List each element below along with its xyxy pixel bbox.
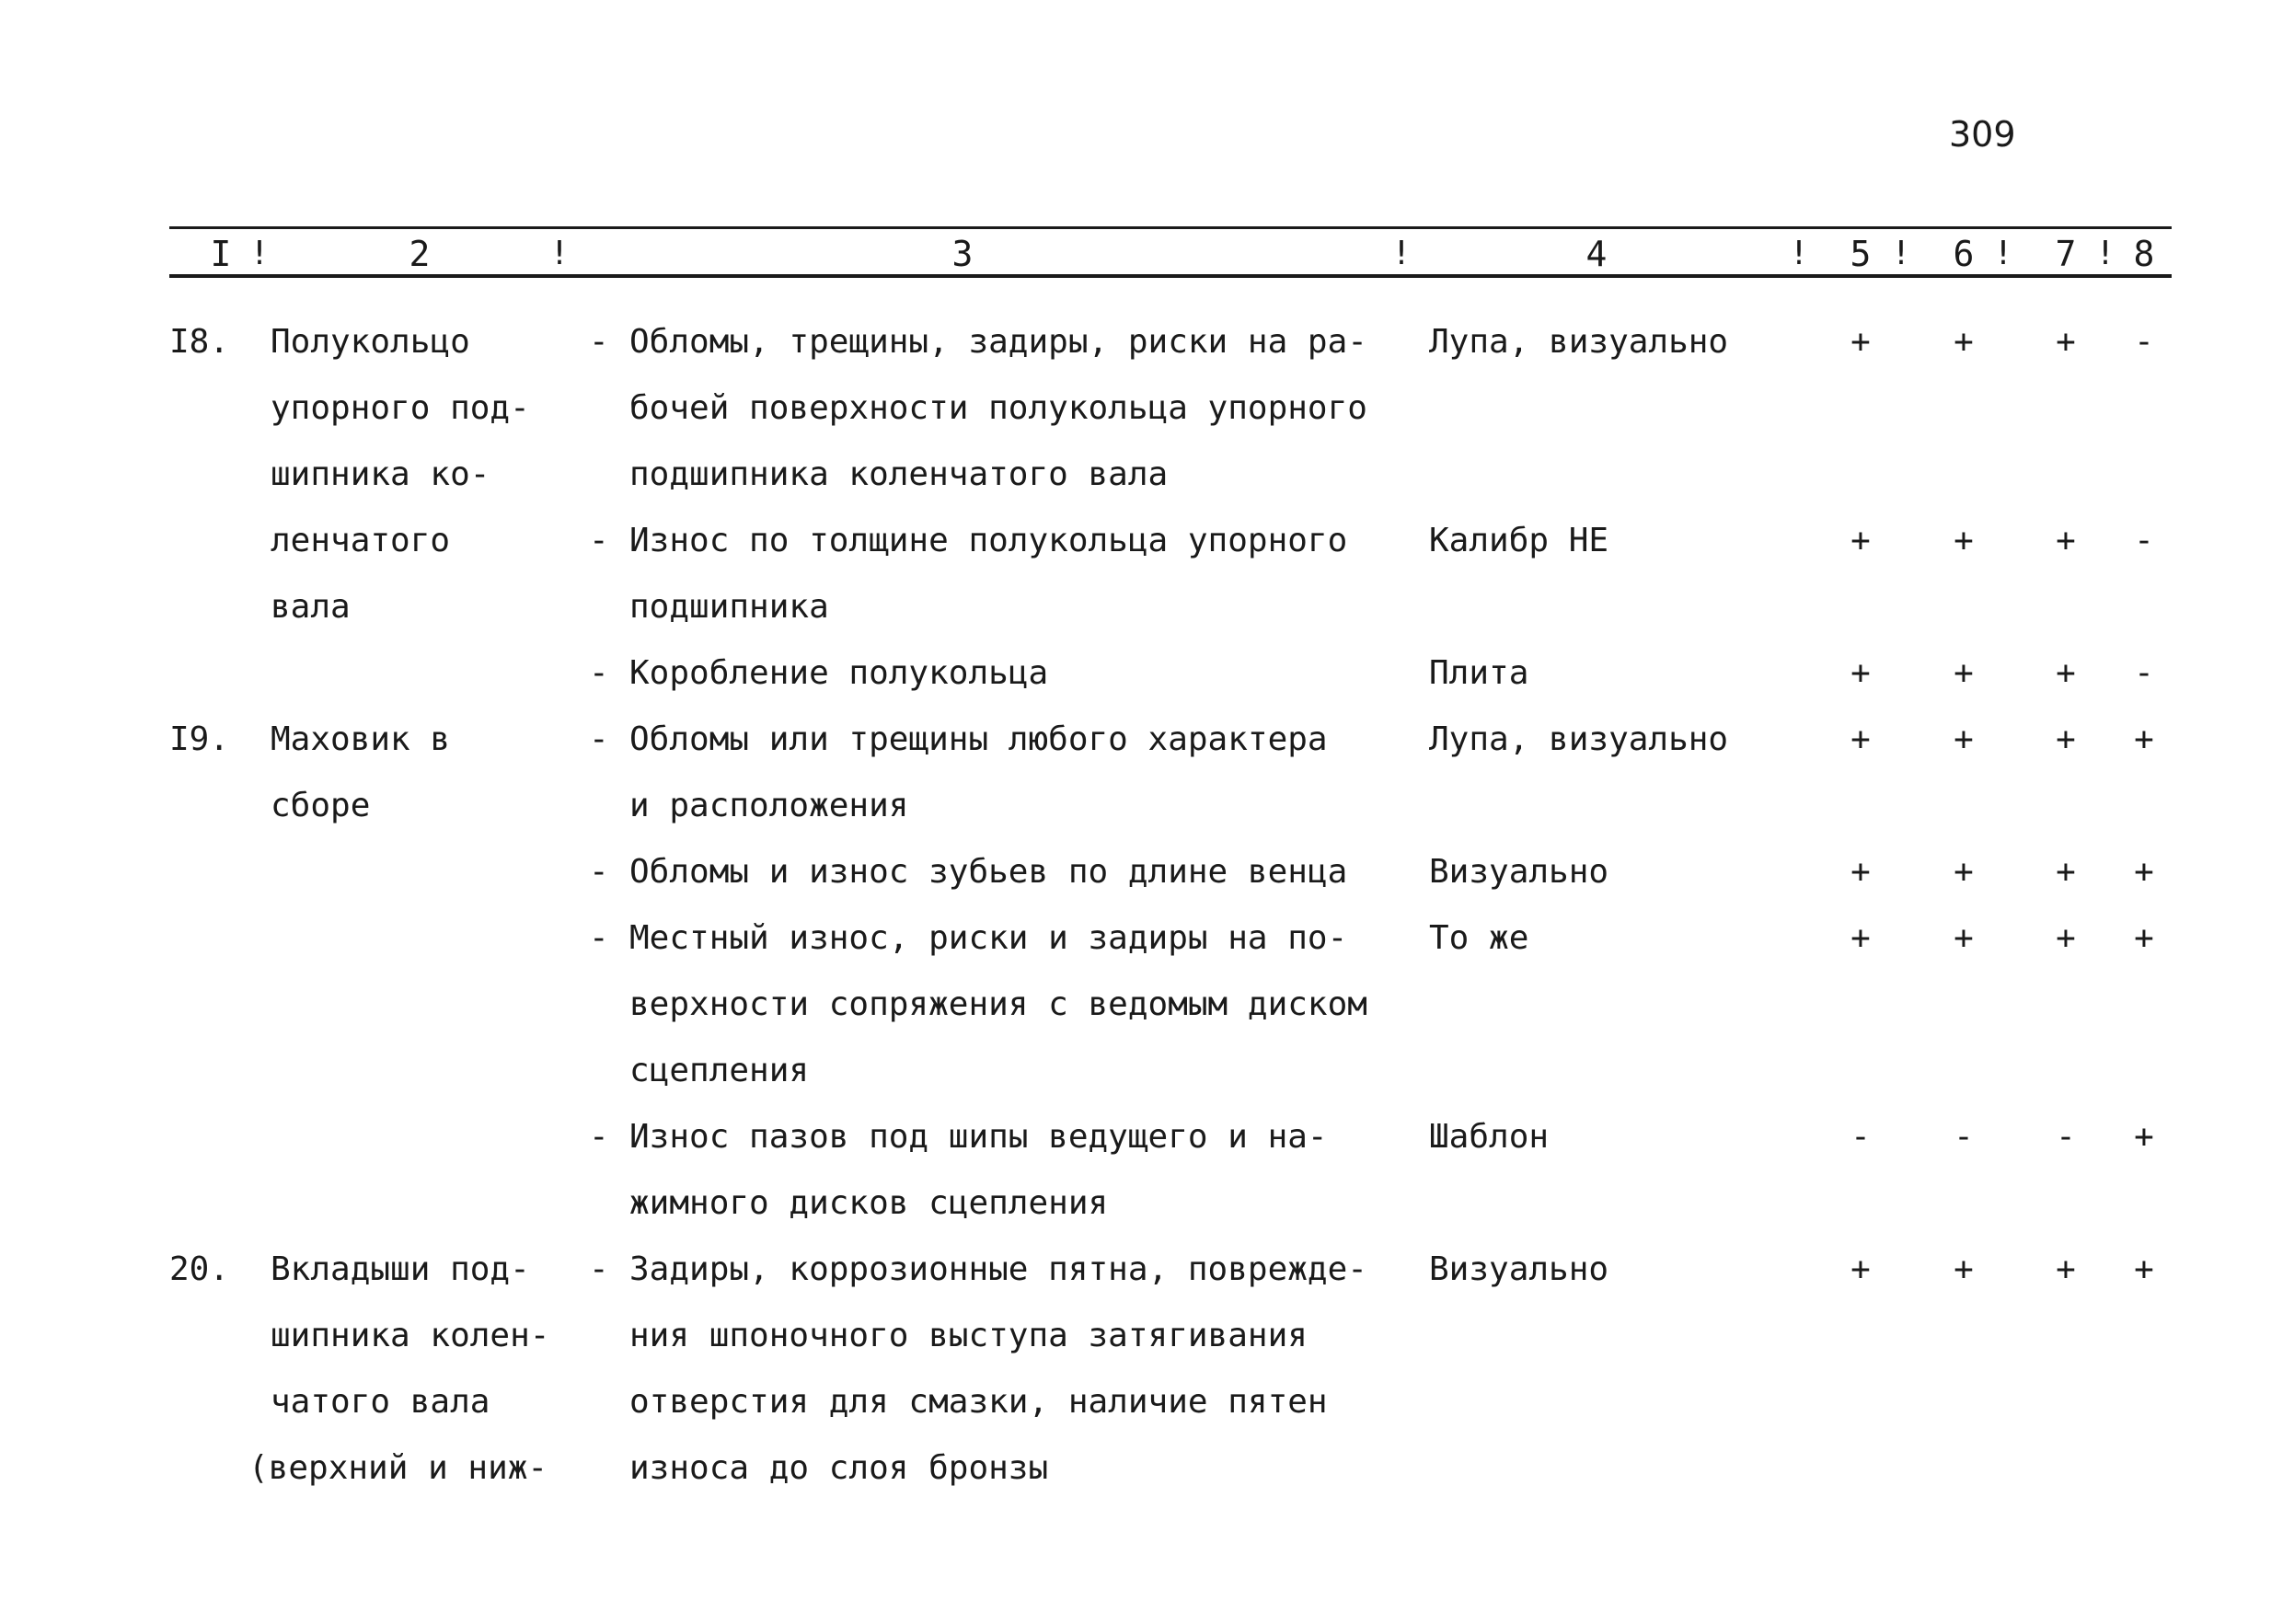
part-name-line: ленчатого (271, 522, 451, 559)
inspection-tool: Калибр НЕ (1429, 522, 1609, 559)
defect-line: жимного дисков сцепления (629, 1184, 1109, 1222)
mark-col-8: - (2134, 323, 2154, 361)
mark-col-6: + (1954, 522, 1974, 559)
mark-col-6: + (1954, 323, 1974, 361)
defect-line: Задиры, коррозионные пятна, поврежде- (629, 1250, 1367, 1288)
mark-col-7: + (2056, 853, 2076, 891)
defect-line: подшипника коленчатого вала (629, 455, 1169, 493)
mark-col-7: + (2056, 323, 2076, 361)
entry-number: 20. (169, 1250, 230, 1288)
header-col-7: 7 (2055, 234, 2077, 274)
mark-col-5: - (1850, 1118, 1871, 1156)
defect-line: износа до слоя бронзы (629, 1449, 1049, 1487)
defect-dash: - (589, 853, 609, 891)
defect-line: верхности сопряжения с ведомым диском (629, 985, 1367, 1023)
part-name-line: Маховик в (271, 720, 451, 758)
inspection-tool: То же (1429, 919, 1529, 957)
defect-dash: - (589, 919, 609, 957)
mark-col-8: + (2134, 720, 2154, 758)
part-name-line: чатого вала (271, 1383, 490, 1421)
mark-col-5: + (1850, 1250, 1871, 1288)
defect-line: Обломы и износ зубьев по длине венца (629, 853, 1348, 891)
header-separator: ! (249, 235, 270, 272)
defect-line: ния шпоночного выступа затягивания (629, 1317, 1308, 1354)
header-col-5: 5 (1850, 234, 1872, 274)
header-separator: ! (2095, 235, 2115, 272)
header-separator: ! (1891, 235, 1911, 272)
inspection-tool: Визуально (1429, 1250, 1609, 1288)
inspection-tool: Лупа, визуально (1429, 323, 1729, 361)
mark-col-8: + (2134, 1118, 2154, 1156)
part-name-line: вала (271, 588, 351, 626)
inspection-tool: Шаблон (1429, 1118, 1550, 1156)
defect-line: подшипника (629, 588, 829, 626)
defect-line: Обломы или трещины любого характера (629, 720, 1328, 758)
part-name-line: шипника колен- (271, 1317, 550, 1354)
inspection-tool: Лупа, визуально (1429, 720, 1729, 758)
mark-col-8: + (2134, 919, 2154, 957)
part-name-line: (верхний и ниж- (248, 1449, 548, 1487)
mark-col-6: + (1954, 654, 1974, 692)
header-col-4: 4 (1585, 234, 1608, 274)
mark-col-6: + (1954, 1250, 1974, 1288)
defect-line: и расположения (629, 787, 909, 824)
mark-col-8: - (2134, 522, 2154, 559)
mark-col-8: + (2134, 1250, 2154, 1288)
mark-col-7: + (2056, 654, 2076, 692)
defect-line: Износ пазов под шипы ведущего и на- (629, 1118, 1328, 1156)
defect-dash: - (589, 720, 609, 758)
mark-col-5: + (1850, 919, 1871, 957)
table-header-top-rule (169, 226, 2172, 229)
part-name-line: сборе (271, 787, 371, 824)
mark-col-6: + (1954, 853, 1974, 891)
inspection-tool: Плита (1429, 654, 1529, 692)
header-col-6: 6 (1953, 234, 1975, 274)
header-col-3: 3 (951, 234, 974, 274)
header-col-1: I (210, 234, 232, 274)
defect-line: отверстия для смазки, наличие пятен (629, 1383, 1328, 1421)
defect-line: сцепления (629, 1052, 810, 1089)
mark-col-5: + (1850, 323, 1871, 361)
defect-dash: - (589, 1118, 609, 1156)
part-name-line: Вкладыши под- (271, 1250, 530, 1288)
page-number: 309 (1949, 114, 2016, 155)
mark-col-7: + (2056, 1250, 2076, 1288)
defect-line: Износ по толщине полукольца упорного (629, 522, 1348, 559)
mark-col-7: + (2056, 522, 2076, 559)
mark-col-5: + (1850, 720, 1871, 758)
defect-line: Коробление полукольца (629, 654, 1049, 692)
defect-dash: - (589, 323, 609, 361)
defect-dash: - (589, 522, 609, 559)
mark-col-8: - (2134, 654, 2154, 692)
inspection-tool: Визуально (1429, 853, 1609, 891)
header-separator: ! (1789, 235, 1809, 272)
mark-col-5: + (1850, 853, 1871, 891)
header-separator: ! (1993, 235, 2013, 272)
header-separator: ! (549, 235, 570, 272)
mark-col-5: + (1850, 522, 1871, 559)
defect-dash: - (589, 654, 609, 692)
defect-line: Обломы, трещины, задиры, риски на ра- (629, 323, 1367, 361)
mark-col-5: + (1850, 654, 1871, 692)
header-separator: ! (1391, 235, 1412, 272)
mark-col-7: - (2056, 1118, 2076, 1156)
header-col-8: 8 (2133, 234, 2155, 274)
mark-col-6: + (1954, 720, 1974, 758)
entry-number: I8. (169, 323, 230, 361)
part-name-line: шипника ко- (271, 455, 490, 493)
part-name-line: упорного под- (271, 389, 530, 427)
mark-col-6: + (1954, 919, 1974, 957)
part-name-line: Полукольцо (271, 323, 470, 361)
table-header-bottom-rule (169, 274, 2172, 278)
entry-number: I9. (169, 720, 230, 758)
defect-line: Местный износ, риски и задиры на по- (629, 919, 1348, 957)
mark-col-7: + (2056, 919, 2076, 957)
mark-col-7: + (2056, 720, 2076, 758)
defect-dash: - (589, 1250, 609, 1288)
header-col-2: 2 (409, 234, 431, 274)
mark-col-6: - (1954, 1118, 1974, 1156)
defect-line: бочей поверхности полукольца упорного (629, 389, 1367, 427)
mark-col-8: + (2134, 853, 2154, 891)
